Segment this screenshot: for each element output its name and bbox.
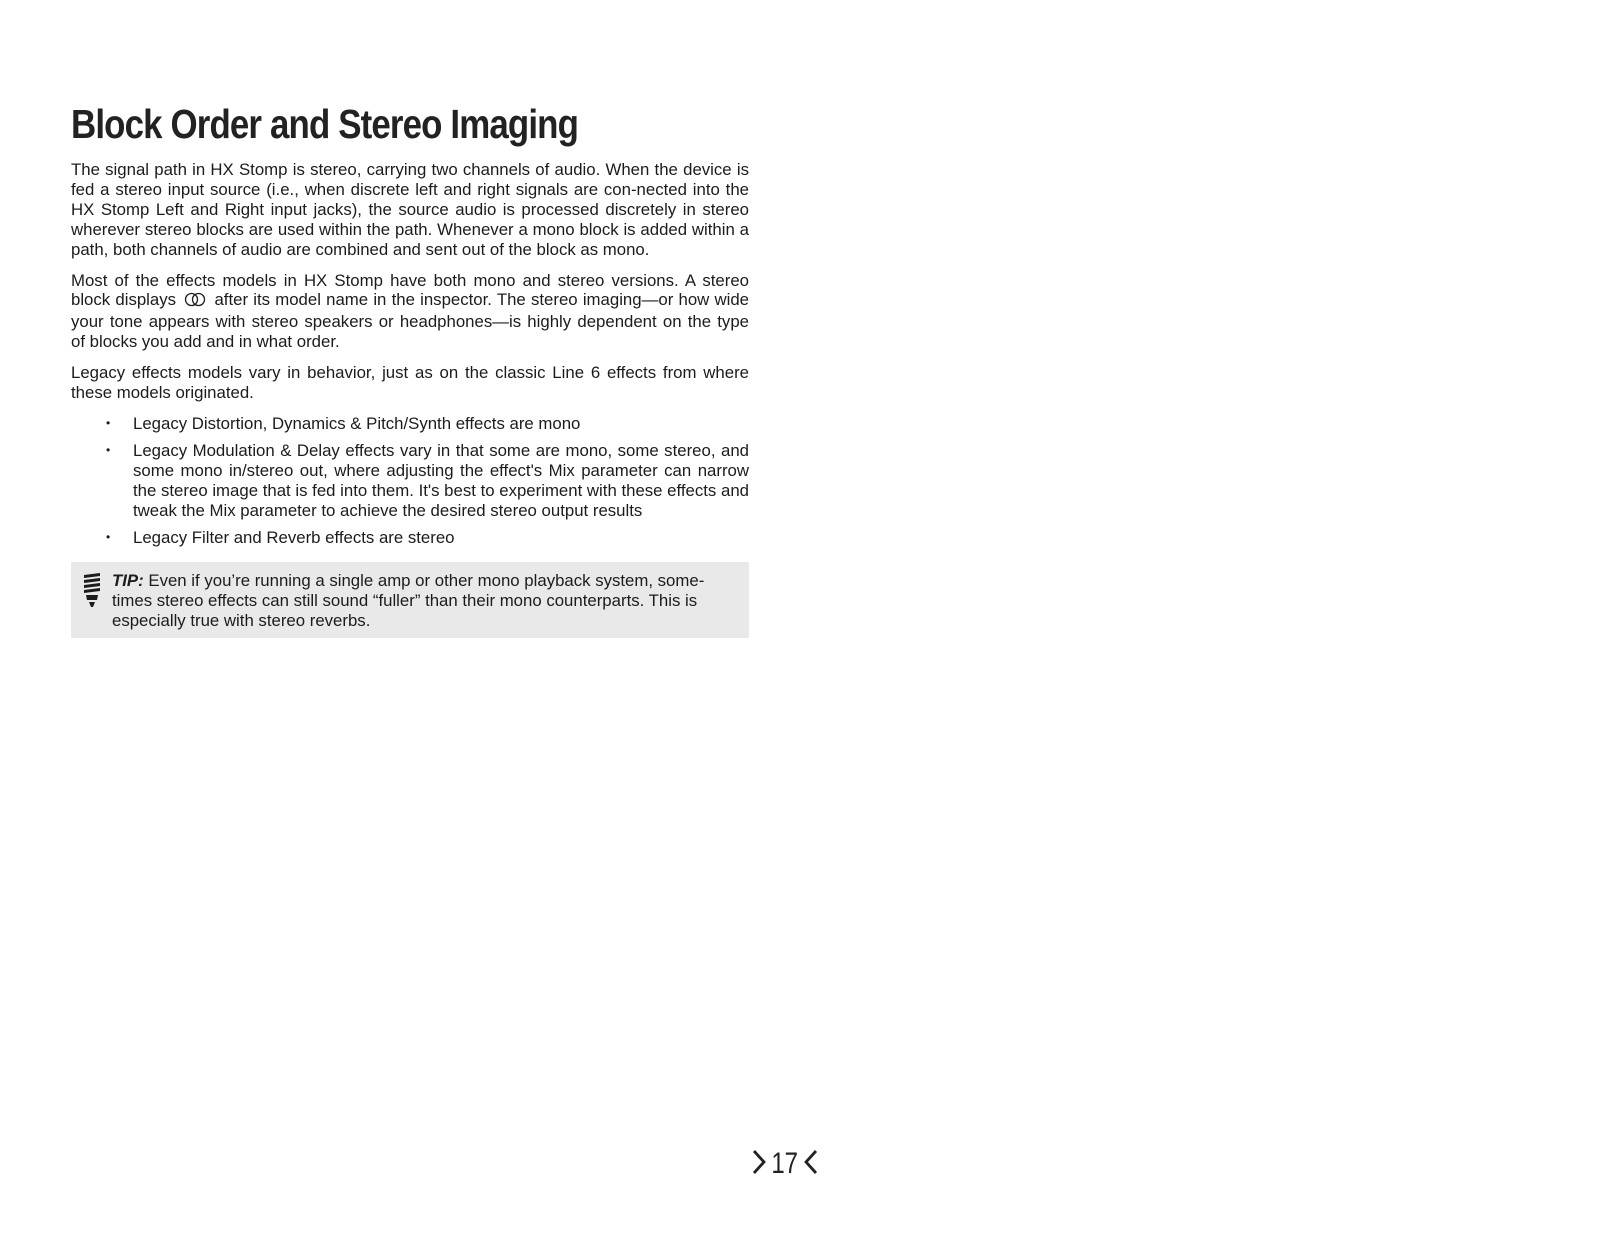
tip-box — [71, 562, 749, 638]
chevron-left-icon — [804, 1149, 818, 1180]
list-item — [71, 414, 749, 434]
stereo-rings-icon — [183, 292, 207, 312]
tip-label: TIP: — [112, 571, 144, 591]
paragraph-stereo-text-b: after its model name in the inspector. The stereo imaging—or how wide your tone appears with stereo speakers or headphones—is highly dependent on the type of blocks you add and in what order. — [71, 290, 749, 352]
page-title: Block Order and Stereo Imaging — [71, 101, 579, 147]
list-item — [71, 441, 749, 521]
list-item-text: Legacy Modulation & Delay effects vary in that some are mono, some stereo, and some mono in/stereo out, where adjusting the effect's Mix parameter can narrow the stereo image that is fed into them. It's best to experiment with these effects and tweak the Mix parameter to achieve the desired stereo output results — [133, 440, 749, 520]
bullet-dot: • — [106, 415, 111, 430]
paragraph-stereo-versions — [71, 271, 749, 353]
legacy-effects-list — [71, 414, 749, 547]
list-item-text: Legacy Filter and Reverb effects are stereo — [133, 527, 455, 547]
chevron-right-icon — [752, 1149, 766, 1180]
paragraph-legacy: Legacy effects models vary in behavior, just as on the classic Line 6 effects from where these models originated. — [71, 363, 749, 403]
list-item — [71, 528, 749, 548]
page-number — [745, 1144, 825, 1184]
paragraph-stereo-text-a: Most of the effects models in HX Stomp have both mono and stereo versions. A stereo block displays — [71, 270, 749, 310]
page-number-value: 17 — [771, 1147, 799, 1180]
tip-text: Even if you’re running a single amp or other mono playback system, some-times stereo effects can still sound “fuller” than their mono counterparts. This is especially true with stereo reverbs. — [112, 571, 705, 631]
main-content — [71, 160, 749, 638]
bullet-dot: • — [106, 529, 111, 544]
list-item-text: Legacy Distortion, Dynamics & Pitch/Synth effects are mono — [133, 413, 581, 433]
lightbulb-icon — [82, 572, 102, 615]
bullet-dot: • — [106, 442, 111, 457]
paragraph-signal-path: The signal path in HX Stomp is stereo, carrying two channels of audio. When the device is fed a stereo input source (i.e., when discrete left and right signals are con-nected into the HX Stomp Left and Right input jacks), the source audio is processed discretely in stereo wherever stereo blocks are used within the path. Whenever a mono block is added within a path, both channels of audio are combined and sent out of the block as mono. — [71, 160, 749, 259]
